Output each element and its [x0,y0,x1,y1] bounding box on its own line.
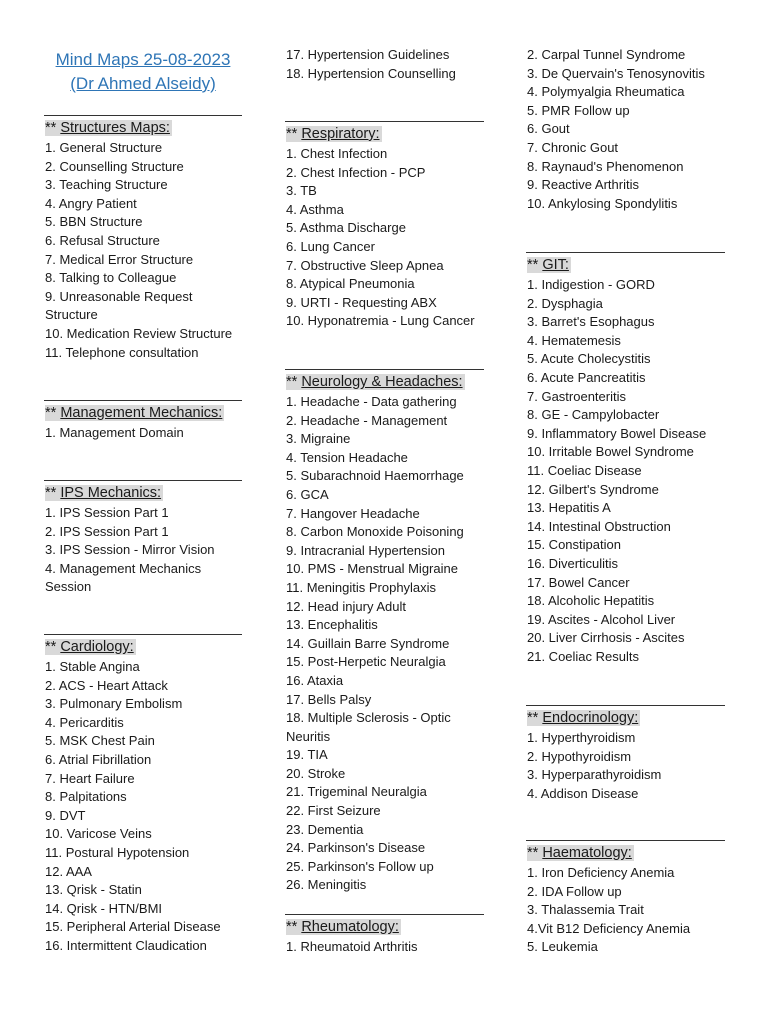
list-item: 4. Addison Disease [527,785,639,801]
list-item: 17. Bowel Cancer [527,574,630,590]
list-item: 4. Pericarditis [45,714,124,730]
list-item: 3. Migraine [286,431,351,447]
section-rheumatology-continued [526,46,725,213]
title-line-2: (Dr Ahmed Alseidy) [70,74,216,93]
list-item: 14. Qrisk - HTN/BMI [45,900,163,916]
section-title: Haematology: [542,845,632,861]
list-item: 21. Coeliac Results [527,648,639,664]
list-item: 5. Acute Cholecystitis [527,351,651,367]
list-item: 20. Stroke [286,765,346,781]
list-item: 15. Peripheral Arterial Disease [45,919,221,935]
list-item: 4. Tension Headache [286,449,408,465]
list-item: 4. Angry Patient [45,195,137,211]
list-item: 5. Asthma Discharge [286,220,406,236]
list-item: 13. Encephalitis [286,617,378,633]
list-item: 17. Bells Palsy [286,691,372,707]
list-item: 2. Carpal Tunnel Syndrome [527,47,686,62]
list-item: 19. TIA [286,747,328,763]
list-item: 3. Hyperparathyroidism [527,767,662,783]
list-item: 1. Management Domain [45,425,184,440]
list-item: 8. Talking to Colleague [45,270,177,286]
list-item: 1. IPS Session Part 1 [45,505,169,520]
list-item: 4. Asthma [286,201,344,217]
list-item: 5. Leukemia [527,939,598,955]
list-item: 4. Polymyalgia Rheumatica [527,84,685,100]
list-item: 9. URTI - Requesting ABX [286,294,437,310]
list-item: 3. TB [286,183,317,199]
section-title: GIT: [542,257,569,273]
list-item: 6. Acute Pancreatitis [527,369,646,385]
list-item: 14. Guillain Barre Syndrome [286,635,450,651]
list-item: 9. Inflammatory Bowel Disease [527,425,707,441]
list-item: 15. Post-Herpetic Neuralgia [286,654,446,670]
list-item: 3. IPS Session - Mirror Vision [45,542,215,558]
item-list [526,864,725,957]
list-item: 3. Teaching Structure [45,177,168,193]
section-heading: ** Neurology & Headaches: [285,369,484,393]
list-item: 11. Postural Hypotension [45,844,190,860]
list-item: 25. Parkinson's Follow up [286,858,434,874]
section-title: Management Mechanics: [60,405,223,421]
list-item: 6. Atrial Fibrillation [45,751,152,767]
list-item: 12. Gilbert's Syndrome [527,481,659,497]
list-item: 9. DVT [45,807,86,823]
section-neurology [285,369,484,895]
section-heading: ** Respiratory: [285,121,484,145]
list-item: 5. Subarachnoid Haemorrhage [286,468,464,484]
list-item: 1. Chest Infection [286,146,388,161]
section-heading: ** Structures Maps: [44,115,242,139]
section-heading: ** Endocrinology: [526,705,725,729]
list-item: 2. Headache - Management [286,412,448,428]
section-title: Structures Maps: [60,120,170,136]
list-item: 10. Hyponatremia - Lung Cancer [286,313,475,329]
list-item: 22. First Seizure [286,803,381,819]
section-title: Respiratory: [301,126,380,142]
item-list [285,46,484,83]
list-item: 7. Heart Failure [45,770,135,786]
list-item: 7. Medical Error Structure [45,251,194,267]
list-item: 13. Hepatitis A [527,500,611,516]
list-item: 9. Intracranial Hypertension [286,542,445,558]
list-item: 4. Management Mechanics Session [45,560,202,595]
section-title: IPS Mechanics: [60,485,162,501]
list-item: 1. Stable Angina [45,659,140,674]
list-item: 2. Dysphagia [527,295,603,311]
section-heading: ** Rheumatology: [285,914,484,938]
section-management-mechanics [44,400,242,443]
item-list [44,139,242,362]
list-item: 2. IDA Follow up [527,883,622,899]
list-item: 10. PMS - Menstrual Migraine [286,561,458,577]
list-item: 11. Meningitis Prophylaxis [286,579,437,595]
section-cardiology-continued [285,46,484,83]
section-heading: ** IPS Mechanics: [44,480,242,504]
list-item: 11. Coeliac Disease [527,462,642,478]
list-item: 12. AAA [45,863,92,879]
list-item: 17. Hypertension Guidelines [286,47,450,62]
list-item: 8. Atypical Pneumonia [286,276,415,292]
list-item: 4.Vit B12 Deficiency Anemia [527,920,691,936]
list-item: 1. Indigestion - GORD [527,277,655,292]
list-item: 3. Pulmonary Embolism [45,696,183,712]
list-item: 18. Multiple Sclerosis - Optic Neuritis [286,710,451,744]
list-item: 9. Reactive Arthritis [527,177,639,193]
section-heading: ** GIT: [526,252,725,276]
list-item: 11. Telephone consultation [45,344,199,360]
list-item: 2. Hypothyroidism [527,748,632,764]
list-item: 18. Hypertension Counselling [286,65,456,81]
list-item: 16. Diverticulitis [527,555,619,571]
list-item: 3. De Quervain's Tenosynovitis [527,65,705,81]
item-list [285,145,484,331]
item-list [44,504,242,597]
section-haematology [526,840,725,957]
section-respiratory [285,121,484,331]
item-list [526,729,725,803]
list-item: 10. Varicose Veins [45,826,152,842]
list-item: 20. Liver Cirrhosis - Ascites [527,630,685,646]
section-git [526,252,725,666]
section-structures [44,115,242,362]
list-item: 1. Iron Deficiency Anemia [527,865,675,880]
item-list [526,46,725,213]
list-item: 6. Lung Cancer [286,238,375,254]
list-item: 3. Thalassemia Trait [527,902,644,918]
section-title: Cardiology: [60,639,134,655]
item-list [44,424,242,443]
list-item: 26. Meningitis [286,877,367,893]
list-item: 1. Headache - Data gathering [286,394,457,409]
list-item: 7. Chronic Gout [527,139,619,155]
list-item: 8. Raynaud's Phenomenon [527,158,684,174]
list-item: 2. ACS - Heart Attack [45,677,168,693]
list-item: 24. Parkinson's Disease [286,840,426,856]
title-line-1: Mind Maps 25-08-2023 [55,50,231,69]
section-title: Neurology & Headaches: [301,374,463,390]
section-rheumatology [285,914,484,957]
list-item: 10. Medication Review Structure [45,325,233,341]
list-item: 5. BBN Structure [45,214,143,230]
list-item: 10. Irritable Bowel Syndrome [527,444,694,460]
list-item: 7. Gastroenteritis [527,388,626,404]
section-ips-mechanics [44,480,242,597]
list-item: 8. Palpitations [45,789,127,805]
item-list [526,276,725,666]
list-item: 15. Constipation [527,537,621,553]
document-title [44,48,242,96]
list-item: 23. Dementia [286,821,364,837]
list-item: 16. Intermittent Claudication [45,937,207,953]
item-list [44,658,242,956]
list-item: 8. Carbon Monoxide Poisoning [286,524,464,540]
list-item: 2. IPS Session Part 1 [45,523,169,539]
list-item: 16. Ataxia [286,672,344,688]
item-list [285,393,484,895]
list-item: 2. Chest Infection - PCP [286,164,426,180]
list-item: 14. Intestinal Obstruction [527,518,671,534]
list-item: 7. Hangover Headache [286,505,420,521]
list-item: 21. Trigeminal Neuralgia [286,784,427,800]
section-endocrinology [526,705,725,803]
section-cardiology [44,634,242,956]
list-item: 4. Hematemesis [527,332,621,348]
list-item: 7. Obstructive Sleep Apnea [286,257,444,273]
list-item: 1. Hyperthyroidism [527,730,636,745]
list-item: 6. Refusal Structure [45,232,160,248]
list-item: 10. Ankylosing Spondylitis [527,195,678,211]
list-item: 6. Gout [527,121,570,137]
list-item: 13. Qrisk - Statin [45,882,142,898]
list-item: 19. Ascites - Alcohol Liver [527,611,676,627]
section-heading: ** Management Mechanics: [44,400,242,424]
list-item: 3. Barret's Esophagus [527,314,655,330]
list-item: 2. Counselling Structure [45,158,184,174]
section-title: Endocrinology: [542,710,639,726]
list-item: 5. MSK Chest Pain [45,733,155,749]
list-item: 1. Rheumatoid Arthritis [286,939,418,954]
section-heading: ** Cardiology: [44,634,242,658]
list-item: 6. GCA [286,486,329,502]
list-item: 9. Unreasonable Request Structure [45,288,193,323]
list-item: 5. PMR Follow up [527,102,630,118]
list-item: 18. Alcoholic Hepatitis [527,593,655,609]
list-item: 1. General Structure [45,140,163,155]
section-heading: ** Haematology: [526,840,725,864]
section-title: Rheumatology: [301,919,399,935]
list-item: 12. Head injury Adult [286,598,406,614]
item-list [285,938,484,957]
list-item: 8. GE - Campylobacter [527,407,660,423]
